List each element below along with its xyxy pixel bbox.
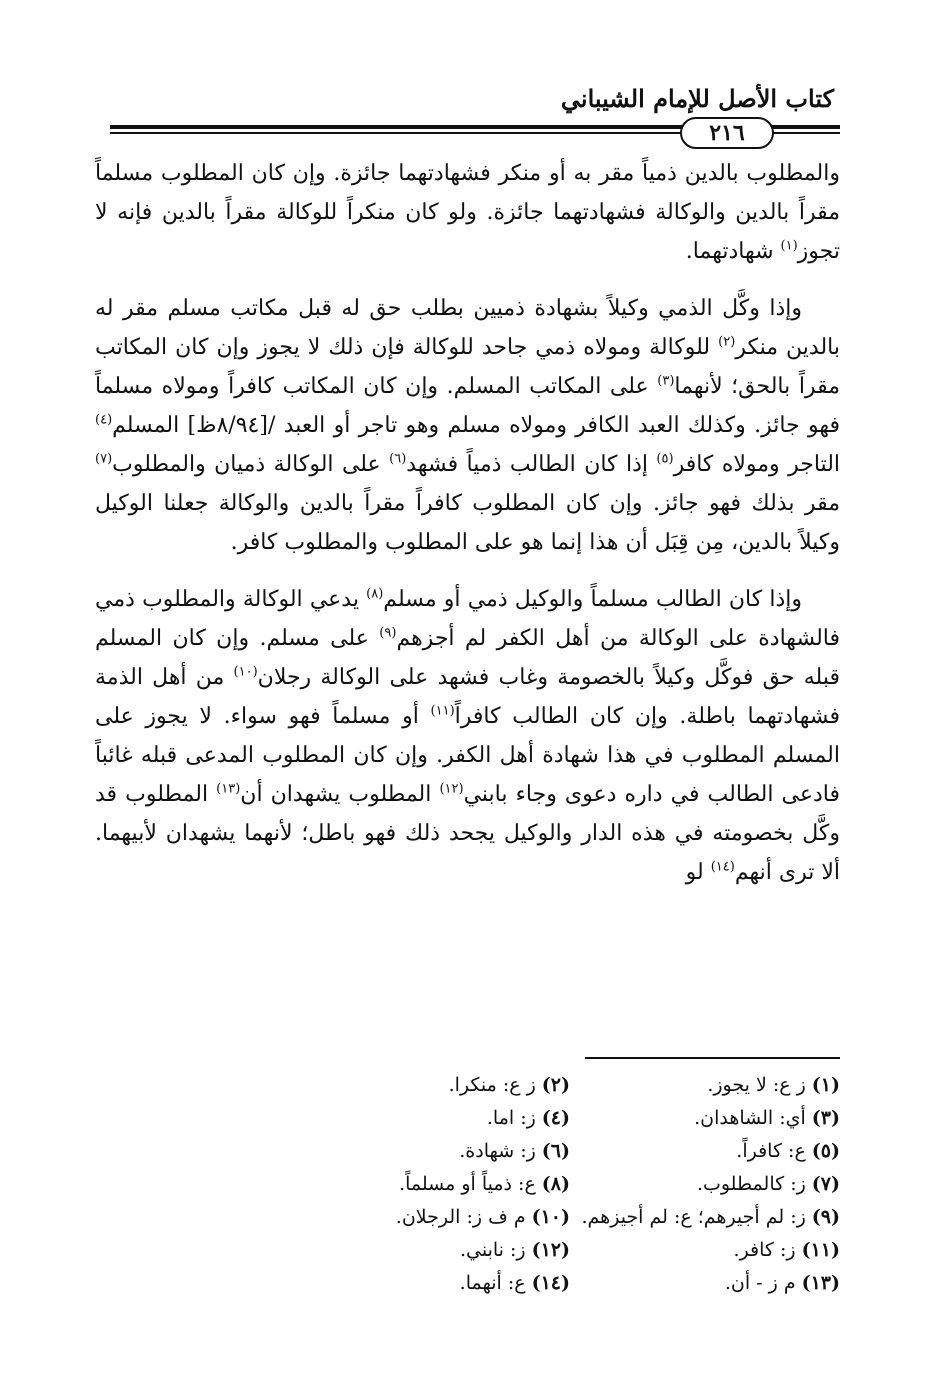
footnote-item (570, 1140, 840, 1173)
footnote-number: (١٠) (531, 1206, 570, 1228)
footnote-number: (٨) (541, 1173, 570, 1195)
footnote-marker: (١٠) (233, 664, 258, 680)
footnote-number: (١٣) (801, 1272, 840, 1294)
text-run: شهادتهما. (685, 239, 781, 264)
text-run: يدعي الوكالة والمطلوب ذمي فالشهادة على الوكالة من أهل الكفر لم أجزهم (95, 587, 840, 651)
text-run: للوكالة ومولاه ذمي جاحد للوكالة فإن ذلك لا يجوز وإن كان المكاتب مقراً بالحق؛ لأنهما (95, 335, 840, 399)
footnote-marker: (١٣) (216, 781, 241, 797)
text-run: التاجر ومولاه كافر (673, 452, 841, 477)
footnote-item (300, 1074, 570, 1107)
text-run: على الوكالة ذميان والمطلوب (112, 452, 390, 477)
footnote-number: (٩) (811, 1206, 840, 1228)
footnote-item (570, 1074, 840, 1107)
footnote-marker: (٣) (657, 373, 675, 389)
footnote-text: ع: أنهما. (459, 1272, 526, 1294)
footnote-number: (١١) (801, 1239, 840, 1261)
text-run: لو (685, 860, 711, 885)
footnote-item (570, 1272, 840, 1305)
footnote-item (300, 1140, 570, 1173)
footnote-marker: (١) (780, 238, 798, 254)
footnote-number: (١٤) (531, 1272, 570, 1294)
footnote-number: (٣) (811, 1107, 840, 1129)
text-run: أو مسلماً فهو سواء. لا يجوز على المسلم المطلوب في هذا شهادة أهل الكفر. وإن كان المطلوب المدعى قبله غائباً فادعى الطالب في داره دعوى وجاء بابني (95, 704, 840, 807)
footnotes (300, 1074, 840, 1305)
footnote-item (300, 1206, 570, 1239)
footnote-number: (٥) (811, 1140, 840, 1162)
footnote-number: (١) (811, 1074, 840, 1096)
footnote-text: ز: نابني. (459, 1239, 526, 1261)
footnote-number: (٧) (811, 1173, 840, 1195)
text-run: إذا كان الطالب ذمياً فشهد (406, 452, 657, 477)
paragraph-1 (95, 154, 840, 271)
footnote-item (570, 1206, 840, 1239)
footnote-item (570, 1107, 840, 1140)
text-run: المطلوب قد وكَّل بخصومته في هذه الدار والوكيل يجحد ذلك فهو باطل؛ لأنهما يشهدان لأبيهما. ألا ترى أنهم (95, 782, 840, 885)
footnote-text: م ز - أن. (724, 1272, 796, 1294)
text-run: وإذا وكَّل الذمي وكيلاً بشهادة ذميين بطلب حق له قبل مكاتب مسلم مقر له بالدين منكر (95, 296, 840, 360)
footnote-text: أي: الشاهدان. (694, 1107, 806, 1129)
paragraph-3 (95, 580, 840, 892)
footnote-text: ز: اما. (486, 1107, 536, 1129)
footnote-text: ع: كافراً. (736, 1140, 806, 1162)
footnote-text: ز: شهادة. (459, 1140, 536, 1162)
footnote-text: ع: ذمياً أو مسلماً. (399, 1173, 536, 1195)
footnote-marker: (٥) (656, 451, 674, 467)
footnote-item (570, 1239, 840, 1272)
paragraph-2 (95, 289, 840, 562)
footnote-number: (٢) (541, 1074, 570, 1096)
footnote-divider (585, 1057, 840, 1059)
footnote-item (300, 1239, 570, 1272)
footnote-item (570, 1173, 840, 1206)
main-text (95, 154, 840, 892)
page-number: ٢١٦ (680, 117, 774, 149)
footnote-marker: (١٢) (439, 781, 464, 797)
footnote-number: (١٢) (531, 1239, 570, 1261)
text-run: المطلوب يشهدان أن (240, 782, 440, 807)
text-run: من أهل الذمة فشهادتهما باطلة. وإن كان الطالب كافراً (95, 665, 840, 729)
footnote-marker: (٦) (389, 451, 407, 467)
text-run: وإذا كان الطالب مسلماً والوكيل ذمي أو مسلم (383, 587, 803, 612)
footnote-marker: (٧) (95, 451, 113, 467)
footnote-marker: (٢) (718, 334, 736, 350)
footnote-text: ز: كافر. (733, 1239, 796, 1261)
footnote-text: م ف ز: الرجلان. (395, 1206, 526, 1228)
text-run: على المكاتب المسلم. وإن كان المكاتب كافراً ومولاه مسلماً فهو جائز. وكذلك العبد الكافر ومولاه مسلم وهو تاجر أو العبد /[٨/٩٤ظ] المسلم (95, 374, 840, 438)
footnote-number: (٦) (541, 1140, 570, 1162)
text-run: على مسلم. وإن كان المسلم قبله حق فوكَّل وكيلاً بالخصومة وغاب فشهد على الوكالة رجلان (95, 626, 840, 690)
footnote-marker: (٤) (95, 412, 113, 428)
footnote-item (300, 1272, 570, 1305)
footnote-marker: (٩) (379, 625, 397, 641)
running-title: كتاب الأصل للإمام الشيباني (560, 84, 834, 113)
footnote-item (300, 1107, 570, 1140)
text-run: والمطلوب بالدين ذمياً مقر به أو منكر فشهادتهما جائزة. وإن كان المطلوب مسلماً مقراً بالدين والوكالة فشهادتهما جائزة. ولو كان منكراً للوكالة مقراً بالدين فإنه لا تجوز (95, 161, 840, 264)
footnote-marker: (٨) (366, 586, 384, 602)
footnote-number: (٤) (541, 1107, 570, 1129)
text-run: مقر بذلك فهو جائز. وإن كان المطلوب كافراً مقراً بالدين والوكالة جعلنا الوكيل وكيلاً بالدين، مِن قِبَل أن هذا إنما هو على المطلوب والمطلوب كافر. (95, 491, 840, 555)
footnote-item (300, 1173, 570, 1206)
footnote-marker: (١١) (430, 703, 455, 719)
footnote-text: ز: لم أجيرهم؛ ع: لم أجيزهم. (581, 1206, 806, 1228)
footnote-text: ز ع: لا يجوز. (707, 1074, 806, 1096)
footnote-text: ز ع: منكرا. (448, 1074, 536, 1096)
footnote-text: ز: كالمطلوب. (696, 1173, 806, 1195)
footnote-marker: (١٤) (710, 859, 735, 875)
